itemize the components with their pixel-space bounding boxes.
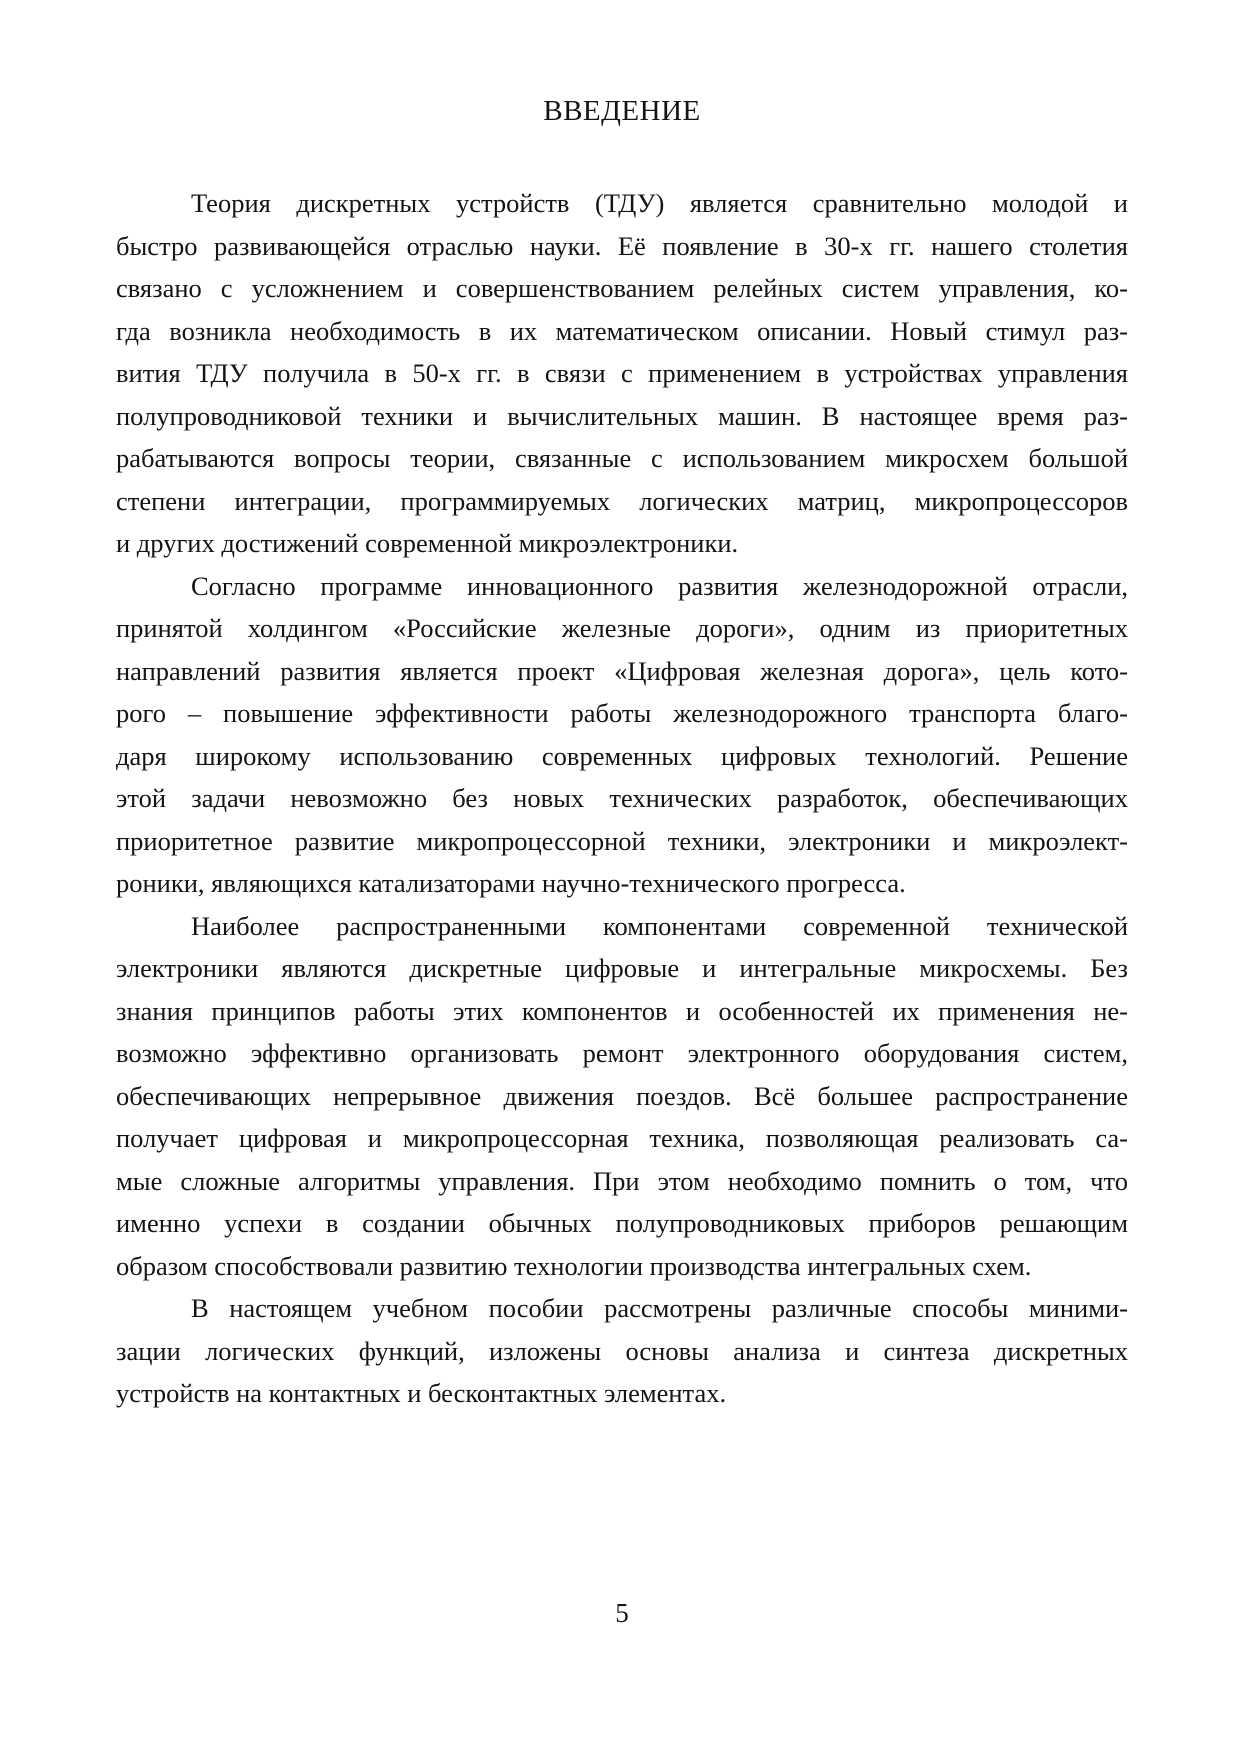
page-title: ВВЕДЕНИЕ xyxy=(543,95,701,127)
text-line: устройств на контактных и бесконтактных элементах. xyxy=(116,1378,727,1408)
text-line: рабатываются вопросы теории, связанные с использованием микросхем большой xyxy=(116,443,1128,473)
text-line: получает цифровая и микропроцессорная техника, позволяющая реализовать са- xyxy=(116,1123,1128,1153)
text-line: именно успехи в создании обычных полупроводниковых приборов решающим xyxy=(116,1208,1128,1238)
text-line: электроники являются дискретные цифровые и интегральные микросхемы. Без xyxy=(116,953,1128,983)
text-line: зации логических функций, изложены основы анализа и синтеза дискретных xyxy=(116,1335,1128,1366)
text-line: связано с усложнением и совершенствованием релейных систем управления, ко- xyxy=(116,273,1128,303)
text-line: роники, являющихся катализаторами научно-технического прогресса. xyxy=(116,868,906,898)
text-line: направлений развития является проект «Цифровая железная дорога», цель кото- xyxy=(116,655,1128,686)
text-line: полупроводниковой техники и вычислительных машин. В настоящее время раз- xyxy=(116,400,1128,431)
text-line: гда возникла необходимость в их математическом описании. Новый стимул раз- xyxy=(116,315,1128,346)
text-line: вития ТДУ получила в 50-х гг. в связи с применением в устройствах управления xyxy=(116,358,1128,388)
text-line: мые сложные алгоритмы управления. При этом необходимо помнить о том, что xyxy=(116,1165,1128,1196)
text-line: даря широкому использованию современных цифровых технологий. Решение xyxy=(116,740,1128,771)
text-line: Наиболее распространенными компонентами современной технической xyxy=(191,910,1128,941)
paragraph xyxy=(116,1287,1128,1415)
document-body xyxy=(116,182,1128,1415)
text-line: этой задачи невозможно без новых технических разработок, обеспечивающих xyxy=(116,783,1128,813)
text-line: степени интеграции, программируемых логических матриц, микропроцессоров xyxy=(116,485,1128,516)
text-line: Согласно программе инновационного развития железнодорожной отрасли, xyxy=(191,570,1128,601)
text-line: Теория дискретных устройств (ТДУ) является сравнительно молодой и xyxy=(191,188,1128,218)
text-line: образом способствовали развитию технологии производства интегральных схем. xyxy=(116,1250,1032,1281)
text-line: принятой холдингом «Российские железные дороги», одним из приоритетных xyxy=(116,613,1128,643)
paragraph xyxy=(116,565,1128,905)
text-line: и других достижений современной микроэлектроники. xyxy=(116,528,739,558)
page-number: 5 xyxy=(615,1598,629,1628)
text-line: В настоящем учебном пособии рассмотрены различные способы миними- xyxy=(191,1293,1128,1323)
paragraph xyxy=(116,182,1128,565)
text-line: рого – повышение эффективности работы железнодорожного транспорта благо- xyxy=(116,698,1128,728)
text-line: быстро развивающейся отраслью науки. Её появление в 30-х гг. нашего столетия xyxy=(116,230,1128,261)
text-line: приоритетное развитие микропроцессорной техники, электроники и микроэлект- xyxy=(116,825,1128,856)
text-line: возможно эффективно организовать ремонт электронного оборудования систем, xyxy=(116,1038,1128,1068)
paragraph xyxy=(116,905,1128,1288)
text-line: обеспечивающих непрерывное движения поездов. Всё большее распространение xyxy=(116,1080,1128,1111)
text-line: знания принципов работы этих компонентов и особенностей их применения не- xyxy=(116,995,1128,1026)
